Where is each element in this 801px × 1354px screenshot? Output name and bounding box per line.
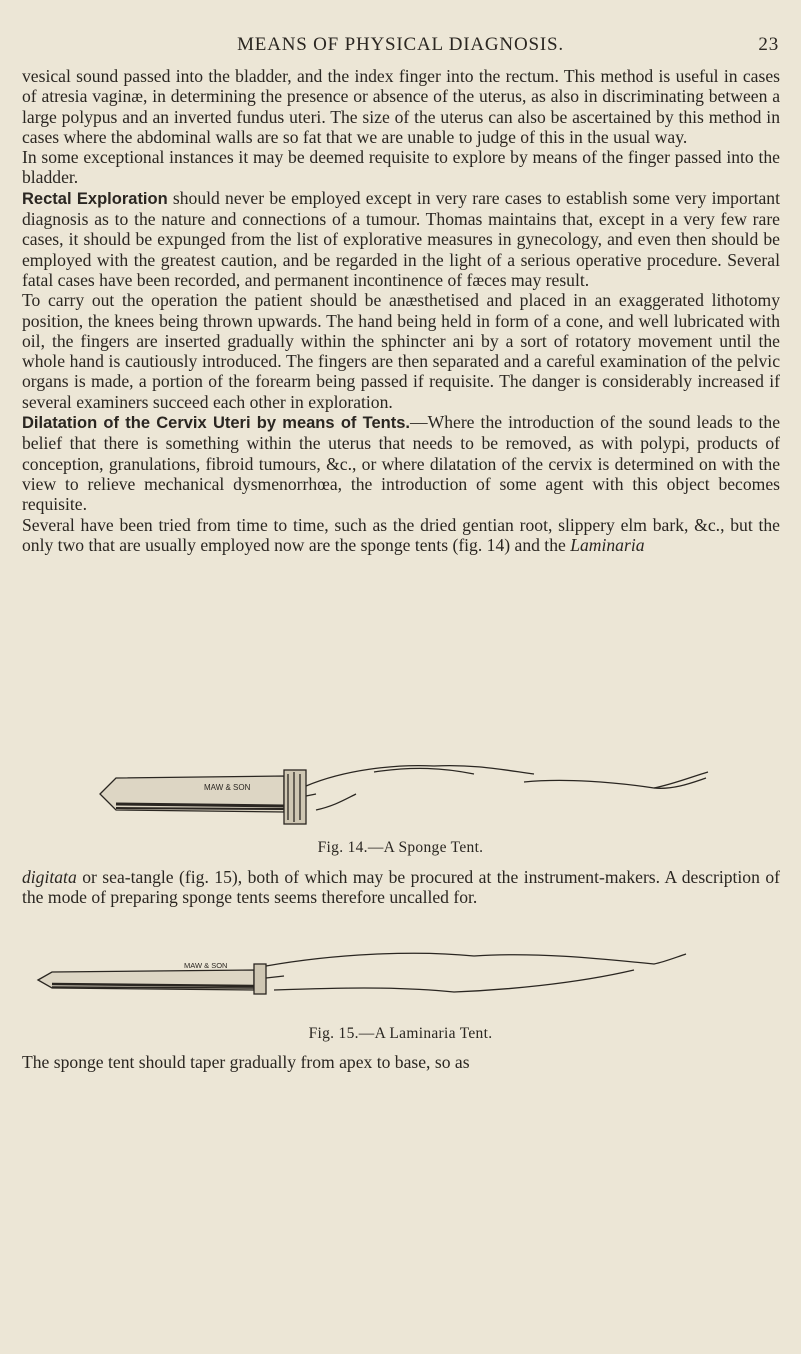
figure-14-caption: Fig. 14.—A Sponge Tent. — [317, 839, 484, 856]
body-text-block-3 — [22, 1052, 780, 1072]
paragraph-body: —Where the introduction of the sound leads to the belief that there is something within the uterus that needs to be removed, as with polypi, products of conception, granulations, fibroid tumours, &c., or where dilatation of the cervix is determined on with the view to relieve mechanical dysmenorrhœa, the introduction of some agent with this object becomes requisite. — [22, 412, 781, 515]
paragraph: In some exceptional instances it may be deemed requisite to explore by means of the finger passed into the bladder. — [22, 147, 780, 188]
paragraph — [22, 188, 780, 290]
paragraph — [22, 867, 780, 908]
running-title: MEANS OF PHYSICAL DIAGNOSIS. — [237, 34, 564, 55]
sponge-tent-illustration — [94, 760, 714, 828]
page-number: 23 — [758, 34, 779, 55]
instrument-maker-mark: MAW & SON — [184, 961, 228, 970]
section-heading-rectal-exploration: Rectal Exploration — [22, 189, 168, 208]
paragraph-body: should never be employed except in very rare cases to establish some very important diagnosis as to the nature and connections of a tumour. Thomas maintains that, except in a very few rare cases, it should be expunged from the list of explorative measures in gynecology, and even then should be employed with the greatest caution, and be regarded in the light of a serious operative procedure. Several fatal cases have been recorded, and permanent incontinence of fæces may result. — [22, 187, 780, 290]
body-text-block-1 — [22, 66, 780, 555]
paragraph-body: or sea-tangle (fig. 15), both of which may be procured at the instrument-makers. A description of the mode of preparing sponge tents seems therefore uncalled for. — [22, 867, 780, 908]
section-heading-dilatation: Dilatation of the Cervix Uteri by means of Tents. — [22, 414, 411, 433]
instrument-maker-mark: MAW & SON — [204, 783, 251, 792]
italic-term: digitata — [22, 867, 77, 887]
paragraph: The sponge tent should taper gradually from apex to base, so as — [22, 1052, 470, 1072]
paragraph: To carry out the operation the patient should be anæsthetised and placed in an exaggerated lithotomy position, the knees being thrown upwards. The hand being held in form of a cone, and well lubricated with oil, the fingers are inserted gradually within the sphincter ani by a sort of rotatory movement until the whole hand is cautiously introduced. The fingers are then separated and a careful examination of the pelvic organs is made, a portion of the forearm being passed if requisite. The danger is considerably increased if several examiners succeed each other in exploration. — [22, 290, 780, 412]
paragraph: vesical sound passed into the bladder, and the index finger into the rectum. This method is useful in cases of atresia vaginæ, in determining the presence or absence of the uterus, as also in discriminating between a large polypus and an inverted fundus uteri. The size of the uterus can also be ascertained by this method in cases where the abdominal walls are so fat that we are unable to judge of this in the usual way. — [22, 66, 780, 147]
paragraph-body: Several have been tried from time to time, such as the dried gentian root, slippery elm bark, &c., but the only two that are usually employed now are the sponge tents (fig. 14) and the — [22, 514, 780, 555]
paragraph — [22, 412, 780, 514]
figure-15-caption: Fig. 15.—A Laminaria Tent. — [308, 1025, 493, 1042]
body-text-block-2 — [22, 867, 780, 908]
laminaria-tent-illustration — [34, 950, 694, 998]
running-header — [0, 34, 801, 56]
italic-term: Laminaria — [570, 534, 645, 555]
paragraph — [22, 515, 780, 556]
